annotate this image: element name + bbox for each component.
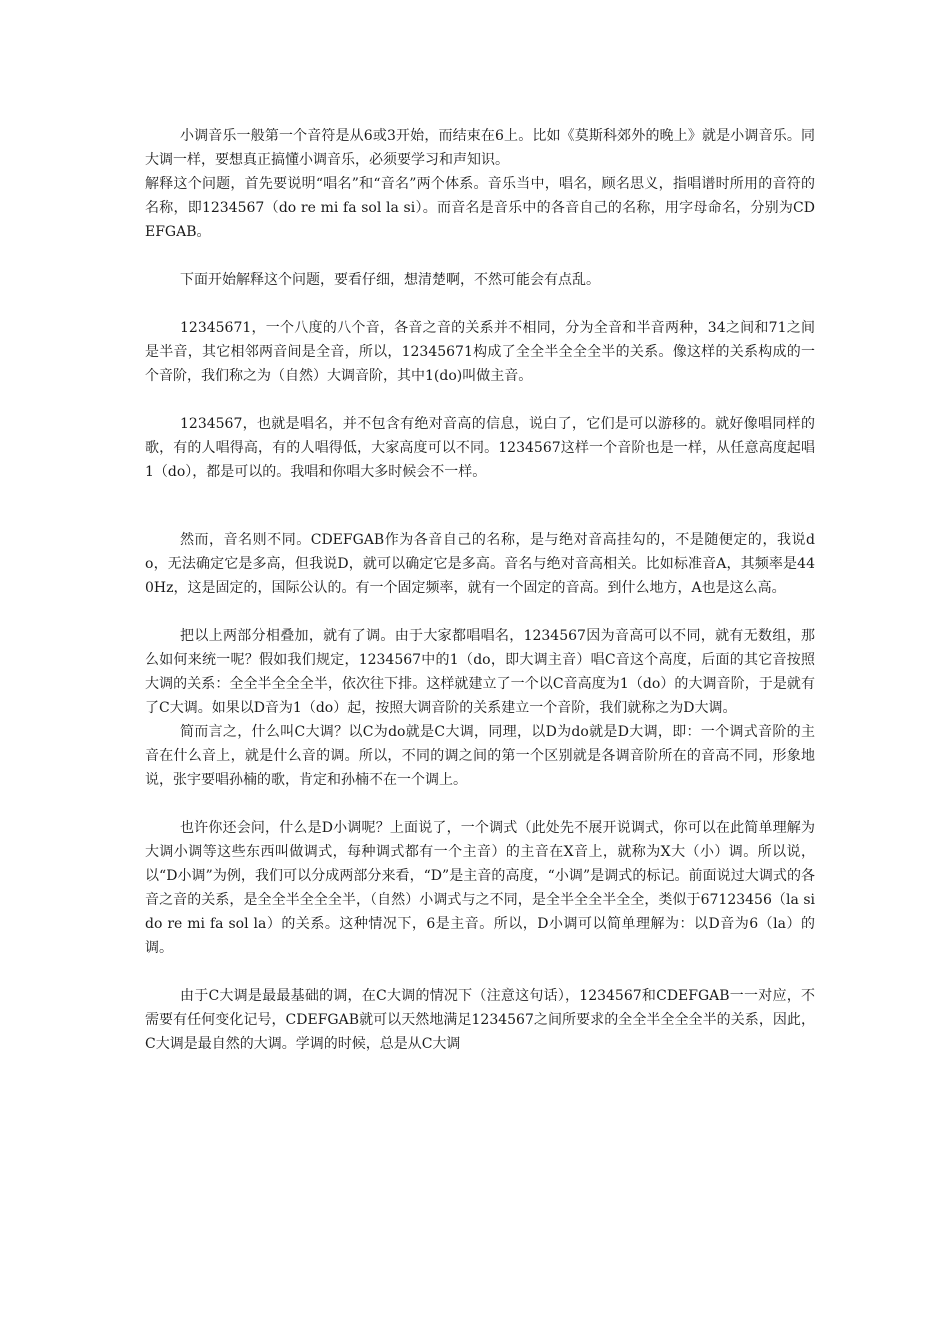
paragraph-c-major: 由于C大调是最最基础的调，在C大调的情况下（注意这句话），1234567和CDEFGAB一一对应，不需要有任何变化记号，CDEFGAB就可以天然地满足1234567之间所要求的全全半全全全半的关系，因此，C大调是最自然的大调。学调的时候，总是从C大调 xyxy=(145,988,815,1052)
paragraph-spacer xyxy=(145,960,815,984)
document-body xyxy=(145,124,820,1056)
paragraph-explanation-start: 下面开始解释这个问题，要看仔细，想清楚啊，不然可能会有点乱。 xyxy=(180,272,600,288)
paragraph-spacer xyxy=(145,484,815,528)
paragraph-spacer xyxy=(145,244,815,268)
paragraph-solfege-vs-pitch-names: 解释这个问题，首先要说明“唱名”和“音名”两个体系。音乐当中，唱名，顾名思义，指唱谱时所用的音符的名称，即1234567（do re mi fa sol la si）。而音名是音乐中的各音自己的名称，用字母命名，分别为CDEFGAB。 xyxy=(145,176,815,240)
paragraph-minor-key-intro: 小调音乐一般第一个音符是从6或3开始，而结束在6上。比如《莫斯科郊外的晚上》就是小调音乐。同大调一样，要想真正搞懂小调音乐，必须要学习和声知识。 xyxy=(145,128,815,168)
paragraph-relative-pitch: 1234567，也就是唱名，并不包含有绝对音高的信息，说白了，它们是可以游移的。就好像唱同样的歌，有的人唱得高，有的人唱得低，大家高度可以不同。1234567这样一个音阶也是一样，从任意高度起唱1（do），都是可以的。我唱和你唱大多时候会不一样。 xyxy=(145,416,815,480)
paragraph-spacer xyxy=(145,292,815,316)
paragraph-key-summary: 简而言之，什么叫C大调？以C为do就是C大调，同理，以D为do就是D大调，即：一个调式音阶的主音在什么音上，就是什么音的调。所以，不同的调之间的第一个区别就是各调音阶所在的音高不同，形象地说，张宇要唱孙楠的歌，肯定和孙楠不在一个调上。 xyxy=(145,724,815,788)
paragraph-spacer xyxy=(145,792,815,816)
paragraph-d-minor: 也许你还会问，什么是D小调呢？上面说了，一个调式（此处先不展开说调式，你可以在此简单理解为大调小调等这些东西叫做调式，每种调式都有一个主音）的主音在X音上，就称为X大（小）调。所以说，以“D小调”为例，我们可以分成两部分来看，“D”是主音的高度，“小调”是调式的标记。前面说过大调式的各音之音的关系，是全全半全全全半，（自然）小调式与之不同，是全半全全半全全，类似于67123456（la si do re mi fa sol la）的关系。这种情况下，6是主音。所以，D小调可以简单理解为：以D音为6（la）的调。 xyxy=(145,820,820,956)
paragraph-absolute-pitch: 然而，音名则不同。CDEFGAB作为各音自己的名称，是与绝对音高挂勾的，不是随便定的，我说do，无法确定它是多高，但我说D，就可以确定它是多高。音名与绝对音高相关。比如标准音A，其频率是440Hz，这是固定的，国际公认的。有一个固定频率，就有一个固定的音高。到什么地方，A也是这么高。 xyxy=(145,532,815,596)
paragraph-spacer xyxy=(145,388,815,412)
paragraph-spacer xyxy=(145,600,815,624)
paragraph-key-definition: 把以上两部分相叠加，就有了调。由于大家都唱唱名，1234567因为音高可以不同，就有无数组，那么如何来统一呢？假如我们规定，1234567中的1（do，即大调主音）唱C音这个高度，后面的其它音按照大调的关系：全全半全全全半，依次往下排。这样就建立了一个以C音高度为1（do）的大调音阶，于是就有了C大调。如果以D音为1（do）起，按照大调音阶的关系建立一个音阶，我们就称之为D大调。 xyxy=(145,628,815,716)
paragraph-major-scale: 12345671，一个八度的八个音，各音之音的关系并不相同，分为全音和半音两种，34之间和71之间是半音，其它相邻两音间是全音，所以，12345671构成了全全半全全全半的关系。像这样的关系构成的一个音阶，我们称之为（自然）大调音阶，其中1(do)叫做主音。 xyxy=(145,320,815,384)
